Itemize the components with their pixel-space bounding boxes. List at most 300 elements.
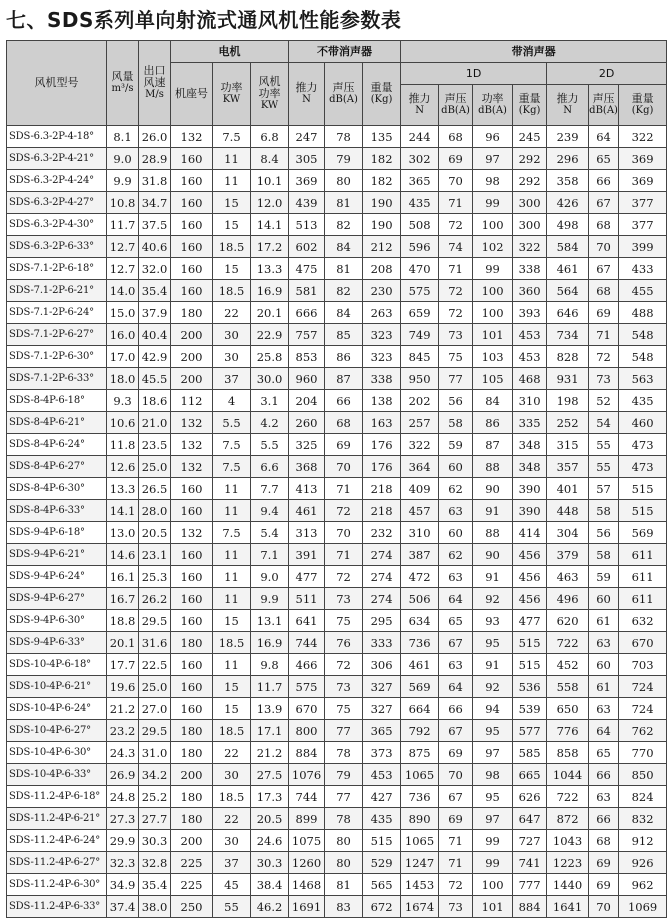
cell-thrust: 899 — [289, 808, 325, 830]
cell-flow: 23.2 — [107, 720, 139, 742]
cell-2d-thrust: 564 — [547, 280, 589, 302]
cell-outlet-speed: 27.0 — [139, 698, 171, 720]
cell-thrust: 960 — [289, 368, 325, 390]
cell-2d-thrust: 1043 — [547, 830, 589, 852]
cell-weight: 306 — [363, 654, 401, 676]
cell-2d-weight: 435 — [619, 390, 667, 412]
cell-thrust: 1691 — [289, 896, 325, 918]
cell-outlet-speed: 29.5 — [139, 720, 171, 742]
cell-2d-sound: 60 — [589, 654, 619, 676]
cell-1d-sound: 72 — [439, 280, 473, 302]
cell-flow: 29.9 — [107, 830, 139, 852]
cell-fan-power: 21.2 — [251, 742, 289, 764]
cell-thrust: 744 — [289, 632, 325, 654]
cell-sound: 75 — [325, 698, 363, 720]
cell-sound: 87 — [325, 368, 363, 390]
cell-motor-power: 45 — [213, 874, 251, 896]
cell-model: SDS-7.1-2P-6-21° — [7, 280, 107, 302]
cell-model: SDS-7.1-2P-6-33° — [7, 368, 107, 390]
table-row — [7, 412, 667, 434]
cell-2d-thrust: 198 — [547, 390, 589, 412]
cell-1d-sound: 75 — [439, 346, 473, 368]
cell-2d-thrust: 650 — [547, 698, 589, 720]
cell-1d-thrust: 365 — [401, 170, 439, 192]
cell-1d-weight: 647 — [513, 808, 547, 830]
cell-1d-power-rate: 99 — [473, 192, 513, 214]
table-row — [7, 566, 667, 588]
col-1d-weight: 重量 (Kg) — [513, 85, 547, 126]
cell-1d-weight: 338 — [513, 258, 547, 280]
cell-2d-weight: 369 — [619, 148, 667, 170]
cell-flow: 16.1 — [107, 566, 139, 588]
cell-sound: 81 — [325, 258, 363, 280]
cell-fan-power: 6.6 — [251, 456, 289, 478]
cell-model: SDS-6.3-2P-4-24° — [7, 170, 107, 192]
cell-weight: 427 — [363, 786, 401, 808]
col-motor-power: 功率 KW — [213, 63, 251, 126]
table-row — [7, 456, 667, 478]
cell-1d-power-rate: 88 — [473, 522, 513, 544]
cell-fan-power: 11.7 — [251, 676, 289, 698]
cell-thrust: 305 — [289, 148, 325, 170]
cell-sound: 82 — [325, 214, 363, 236]
cell-motor-frame: 160 — [171, 544, 213, 566]
cell-model: SDS-9-4P-6-33° — [7, 632, 107, 654]
col-1d-thrust: 推力 N — [401, 85, 439, 126]
table-header — [7, 41, 667, 126]
cell-motor-frame: 180 — [171, 302, 213, 324]
cell-sound: 80 — [325, 170, 363, 192]
cell-flow: 12.7 — [107, 236, 139, 258]
cell-sound: 78 — [325, 742, 363, 764]
cell-1d-weight: 453 — [513, 324, 547, 346]
cell-2d-thrust: 722 — [547, 632, 589, 654]
cell-2d-weight: 670 — [619, 632, 667, 654]
cell-2d-sound: 58 — [589, 544, 619, 566]
cell-2d-weight: 724 — [619, 698, 667, 720]
cell-motor-power: 15 — [213, 192, 251, 214]
cell-motor-frame: 225 — [171, 874, 213, 896]
cell-weight: 263 — [363, 302, 401, 324]
cell-2d-weight: 377 — [619, 192, 667, 214]
cell-sound: 72 — [325, 654, 363, 676]
cell-2d-sound: 66 — [589, 808, 619, 830]
cell-motor-power: 18.5 — [213, 786, 251, 808]
cell-motor-power: 11 — [213, 170, 251, 192]
table-row — [7, 654, 667, 676]
cell-1d-sound: 63 — [439, 566, 473, 588]
cell-1d-weight: 390 — [513, 478, 547, 500]
cell-model: SDS-8-4P-6-18° — [7, 390, 107, 412]
cell-1d-sound: 77 — [439, 368, 473, 390]
cell-weight: 230 — [363, 280, 401, 302]
cell-1d-weight: 292 — [513, 170, 547, 192]
cell-outlet-speed: 42.9 — [139, 346, 171, 368]
cell-2d-weight: 473 — [619, 434, 667, 456]
cell-thrust: 513 — [289, 214, 325, 236]
cell-weight: 182 — [363, 148, 401, 170]
cell-flow: 11.7 — [107, 214, 139, 236]
cell-2d-weight: 850 — [619, 764, 667, 786]
cell-outlet-speed: 25.2 — [139, 786, 171, 808]
cell-thrust: 413 — [289, 478, 325, 500]
cell-1d-weight: 360 — [513, 280, 547, 302]
table-row — [7, 874, 667, 896]
cell-flow: 8.1 — [107, 126, 139, 148]
cell-1d-thrust: 950 — [401, 368, 439, 390]
cell-weight: 190 — [363, 214, 401, 236]
cell-outlet-speed: 20.5 — [139, 522, 171, 544]
cell-2d-weight: 515 — [619, 500, 667, 522]
cell-motor-frame: 160 — [171, 500, 213, 522]
cell-2d-sound: 54 — [589, 412, 619, 434]
cell-sound: 73 — [325, 588, 363, 610]
cell-motor-frame: 160 — [171, 654, 213, 676]
cell-1d-thrust: 472 — [401, 566, 439, 588]
cell-1d-thrust: 569 — [401, 676, 439, 698]
cell-sound: 79 — [325, 148, 363, 170]
cell-motor-power: 15 — [213, 610, 251, 632]
table-row — [7, 170, 667, 192]
cell-outlet-speed: 25.0 — [139, 676, 171, 698]
cell-outlet-speed: 34.7 — [139, 192, 171, 214]
table-row — [7, 764, 667, 786]
cell-1d-thrust: 792 — [401, 720, 439, 742]
cell-2d-sound: 69 — [589, 302, 619, 324]
cell-2d-weight: 399 — [619, 236, 667, 258]
cell-fan-power: 5.5 — [251, 434, 289, 456]
cell-motor-power: 55 — [213, 896, 251, 918]
cell-outlet-speed: 23.1 — [139, 544, 171, 566]
cell-weight: 208 — [363, 258, 401, 280]
cell-2d-thrust: 1641 — [547, 896, 589, 918]
cell-outlet-speed: 38.0 — [139, 896, 171, 918]
cell-sound: 66 — [325, 390, 363, 412]
cell-model: SDS-8-4P-6-24° — [7, 434, 107, 456]
cell-2d-thrust: 239 — [547, 126, 589, 148]
cell-2d-weight: 912 — [619, 830, 667, 852]
table-row — [7, 786, 667, 808]
col-weight: 重量 (Kg) — [363, 63, 401, 126]
col-fan-power: 风机 功率 KW — [251, 63, 289, 126]
cell-fan-power: 17.3 — [251, 786, 289, 808]
subgroup-1d: 1D — [401, 63, 547, 85]
cell-thrust: 204 — [289, 390, 325, 412]
cell-sound: 76 — [325, 632, 363, 654]
cell-1d-power-rate: 87 — [473, 434, 513, 456]
cell-flow: 19.6 — [107, 676, 139, 698]
cell-2d-sound: 64 — [589, 720, 619, 742]
cell-fan-power: 24.6 — [251, 830, 289, 852]
cell-flow: 37.4 — [107, 896, 139, 918]
cell-1d-thrust: 387 — [401, 544, 439, 566]
cell-outlet-speed: 32.8 — [139, 852, 171, 874]
cell-flow: 14.6 — [107, 544, 139, 566]
cell-2d-weight: 611 — [619, 588, 667, 610]
cell-2d-weight: 548 — [619, 324, 667, 346]
cell-motor-power: 11 — [213, 148, 251, 170]
cell-sound: 79 — [325, 764, 363, 786]
cell-1d-thrust: 409 — [401, 478, 439, 500]
cell-1d-power-rate: 99 — [473, 830, 513, 852]
cell-motor-power: 22 — [213, 742, 251, 764]
cell-motor-frame: 225 — [171, 852, 213, 874]
table-row — [7, 830, 667, 852]
cell-1d-sound: 71 — [439, 830, 473, 852]
cell-2d-sound: 68 — [589, 830, 619, 852]
cell-1d-power-rate: 84 — [473, 390, 513, 412]
cell-motor-power: 7.5 — [213, 522, 251, 544]
cell-fan-power: 8.4 — [251, 148, 289, 170]
cell-2d-thrust: 646 — [547, 302, 589, 324]
cell-fan-power: 16.9 — [251, 632, 289, 654]
cell-motor-power: 30 — [213, 764, 251, 786]
cell-weight: 453 — [363, 764, 401, 786]
cell-weight: 672 — [363, 896, 401, 918]
cell-motor-power: 22 — [213, 808, 251, 830]
col-1d-sound: 声压 dB(A) — [439, 85, 473, 126]
cell-1d-weight: 515 — [513, 632, 547, 654]
cell-fan-power: 22.9 — [251, 324, 289, 346]
cell-1d-weight: 390 — [513, 500, 547, 522]
cell-2d-thrust: 358 — [547, 170, 589, 192]
cell-2d-thrust: 426 — [547, 192, 589, 214]
cell-2d-sound: 68 — [589, 214, 619, 236]
cell-motor-frame: 250 — [171, 896, 213, 918]
cell-1d-sound: 69 — [439, 808, 473, 830]
cell-1d-thrust: 1065 — [401, 764, 439, 786]
cell-sound: 70 — [325, 456, 363, 478]
cell-1d-thrust: 202 — [401, 390, 439, 412]
cell-1d-power-rate: 86 — [473, 412, 513, 434]
cell-1d-sound: 68 — [439, 126, 473, 148]
cell-1d-thrust: 310 — [401, 522, 439, 544]
cell-outlet-speed: 18.6 — [139, 390, 171, 412]
cell-2d-thrust: 452 — [547, 654, 589, 676]
col-model: 风机型号 — [7, 41, 107, 126]
cell-1d-thrust: 890 — [401, 808, 439, 830]
cell-motor-power: 15 — [213, 698, 251, 720]
table-row — [7, 852, 667, 874]
cell-1d-weight: 884 — [513, 896, 547, 918]
cell-1d-weight: 348 — [513, 434, 547, 456]
cell-1d-thrust: 736 — [401, 786, 439, 808]
cell-flow: 32.3 — [107, 852, 139, 874]
cell-1d-power-rate: 99 — [473, 852, 513, 874]
table-row — [7, 236, 667, 258]
cell-1d-power-rate: 102 — [473, 236, 513, 258]
cell-model: SDS-6.3-2P-4-27° — [7, 192, 107, 214]
cell-weight: 176 — [363, 434, 401, 456]
cell-1d-power-rate: 96 — [473, 126, 513, 148]
cell-1d-power-rate: 97 — [473, 148, 513, 170]
cell-fan-power: 14.1 — [251, 214, 289, 236]
cell-weight: 274 — [363, 544, 401, 566]
cell-1d-power-rate: 95 — [473, 632, 513, 654]
cell-model: SDS-9-4P-6-30° — [7, 610, 107, 632]
cell-motor-power: 7.5 — [213, 126, 251, 148]
cell-1d-sound: 63 — [439, 500, 473, 522]
cell-outlet-speed: 31.8 — [139, 170, 171, 192]
cell-2d-sound: 63 — [589, 786, 619, 808]
cell-2d-weight: 611 — [619, 566, 667, 588]
cell-motor-frame: 132 — [171, 412, 213, 434]
cell-fan-power: 3.1 — [251, 390, 289, 412]
cell-1d-sound: 74 — [439, 236, 473, 258]
cell-outlet-speed: 40.6 — [139, 236, 171, 258]
cell-2d-thrust: 1223 — [547, 852, 589, 874]
cell-2d-thrust: 304 — [547, 522, 589, 544]
col-2d-thrust: 推力 N — [547, 85, 589, 126]
cell-motor-frame: 180 — [171, 786, 213, 808]
cell-thrust: 475 — [289, 258, 325, 280]
cell-1d-thrust: 845 — [401, 346, 439, 368]
cell-2d-sound: 68 — [589, 280, 619, 302]
cell-1d-weight: 300 — [513, 214, 547, 236]
cell-motor-frame: 160 — [171, 258, 213, 280]
cell-motor-frame: 112 — [171, 390, 213, 412]
performance-table — [6, 40, 667, 918]
cell-fan-power: 46.2 — [251, 896, 289, 918]
cell-outlet-speed: 45.5 — [139, 368, 171, 390]
cell-1d-thrust: 461 — [401, 654, 439, 676]
cell-1d-sound: 73 — [439, 896, 473, 918]
cell-sound: 80 — [325, 830, 363, 852]
cell-2d-thrust: 401 — [547, 478, 589, 500]
cell-1d-sound: 70 — [439, 170, 473, 192]
cell-model: SDS-7.1-2P-6-24° — [7, 302, 107, 324]
cell-motor-power: 4 — [213, 390, 251, 412]
cell-2d-sound: 67 — [589, 258, 619, 280]
cell-1d-sound: 60 — [439, 456, 473, 478]
cell-1d-sound: 72 — [439, 302, 473, 324]
cell-fan-power: 38.4 — [251, 874, 289, 896]
cell-thrust: 744 — [289, 786, 325, 808]
cell-outlet-speed: 22.5 — [139, 654, 171, 676]
cell-thrust: 368 — [289, 456, 325, 478]
col-flow: 风量 m³/s — [107, 41, 139, 126]
cell-flow: 26.9 — [107, 764, 139, 786]
cell-flow: 9.9 — [107, 170, 139, 192]
cell-2d-sound: 59 — [589, 566, 619, 588]
cell-2d-thrust: 252 — [547, 412, 589, 434]
cell-fan-power: 20.5 — [251, 808, 289, 830]
cell-model: SDS-8-4P-6-33° — [7, 500, 107, 522]
cell-1d-thrust: 457 — [401, 500, 439, 522]
cell-2d-sound: 64 — [589, 126, 619, 148]
cell-1d-thrust: 1453 — [401, 874, 439, 896]
table-row — [7, 324, 667, 346]
cell-2d-sound: 56 — [589, 522, 619, 544]
cell-2d-weight: 832 — [619, 808, 667, 830]
cell-model: SDS-10-4P-6-21° — [7, 676, 107, 698]
cell-outlet-speed: 35.4 — [139, 874, 171, 896]
table-row — [7, 148, 667, 170]
cell-motor-power: 30 — [213, 830, 251, 852]
cell-model: SDS-6.3-2P-6-33° — [7, 236, 107, 258]
cell-flow: 9.3 — [107, 390, 139, 412]
cell-1d-power-rate: 105 — [473, 368, 513, 390]
cell-2d-weight: 369 — [619, 170, 667, 192]
cell-sound: 70 — [325, 522, 363, 544]
cell-1d-sound: 73 — [439, 324, 473, 346]
group-no-silencer: 不带消声器 — [289, 41, 401, 63]
cell-weight: 274 — [363, 566, 401, 588]
cell-2d-sound: 55 — [589, 434, 619, 456]
group-silencer: 带消声器 — [401, 41, 667, 63]
cell-motor-frame: 160 — [171, 588, 213, 610]
cell-model: SDS-8-4P-6-30° — [7, 478, 107, 500]
cell-flow: 14.1 — [107, 500, 139, 522]
col-2d-weight: 重量 (Kg) — [619, 85, 667, 126]
cell-1d-power-rate: 88 — [473, 456, 513, 478]
cell-2d-weight: 770 — [619, 742, 667, 764]
cell-motor-power: 15 — [213, 676, 251, 698]
cell-2d-weight: 563 — [619, 368, 667, 390]
cell-1d-weight: 393 — [513, 302, 547, 324]
cell-flow: 17.0 — [107, 346, 139, 368]
cell-motor-power: 11 — [213, 544, 251, 566]
cell-2d-sound: 72 — [589, 346, 619, 368]
col-thrust: 推力 N — [289, 63, 325, 126]
cell-model: SDS-9-4P-6-27° — [7, 588, 107, 610]
cell-motor-frame: 132 — [171, 126, 213, 148]
cell-fan-power: 7.1 — [251, 544, 289, 566]
cell-motor-power: 15 — [213, 214, 251, 236]
cell-fan-power: 20.1 — [251, 302, 289, 324]
cell-thrust: 313 — [289, 522, 325, 544]
cell-2d-weight: 962 — [619, 874, 667, 896]
cell-2d-thrust: 620 — [547, 610, 589, 632]
cell-2d-weight: 632 — [619, 610, 667, 632]
cell-1d-thrust: 322 — [401, 434, 439, 456]
col-outlet-speed: 出口 风速 M/s — [139, 41, 171, 126]
cell-sound: 77 — [325, 720, 363, 742]
group-motor: 电机 — [171, 41, 289, 63]
cell-motor-power: 11 — [213, 566, 251, 588]
cell-2d-thrust: 584 — [547, 236, 589, 258]
cell-motor-power: 37 — [213, 368, 251, 390]
cell-model: SDS-9-4P-6-24° — [7, 566, 107, 588]
cell-1d-sound: 62 — [439, 478, 473, 500]
cell-motor-power: 18.5 — [213, 236, 251, 258]
cell-1d-sound: 59 — [439, 434, 473, 456]
cell-flow: 13.3 — [107, 478, 139, 500]
cell-1d-thrust: 1065 — [401, 830, 439, 852]
cell-flow: 12.7 — [107, 258, 139, 280]
cell-2d-sound: 58 — [589, 500, 619, 522]
cell-outlet-speed: 25.0 — [139, 456, 171, 478]
col-2d-sound: 声压 dB(A) — [589, 85, 619, 126]
cell-1d-weight: 456 — [513, 566, 547, 588]
cell-motor-power: 22 — [213, 302, 251, 324]
cell-2d-thrust: 296 — [547, 148, 589, 170]
cell-motor-frame: 160 — [171, 192, 213, 214]
cell-motor-frame: 132 — [171, 434, 213, 456]
cell-1d-thrust: 506 — [401, 588, 439, 610]
cell-1d-power-rate: 100 — [473, 874, 513, 896]
cell-1d-weight: 665 — [513, 764, 547, 786]
cell-1d-power-rate: 103 — [473, 346, 513, 368]
cell-model: SDS-9-4P-6-21° — [7, 544, 107, 566]
cell-2d-thrust: 931 — [547, 368, 589, 390]
cell-2d-thrust: 722 — [547, 786, 589, 808]
cell-thrust: 466 — [289, 654, 325, 676]
cell-1d-power-rate: 93 — [473, 610, 513, 632]
cell-flow: 17.7 — [107, 654, 139, 676]
cell-motor-power: 5.5 — [213, 412, 251, 434]
cell-1d-thrust: 575 — [401, 280, 439, 302]
